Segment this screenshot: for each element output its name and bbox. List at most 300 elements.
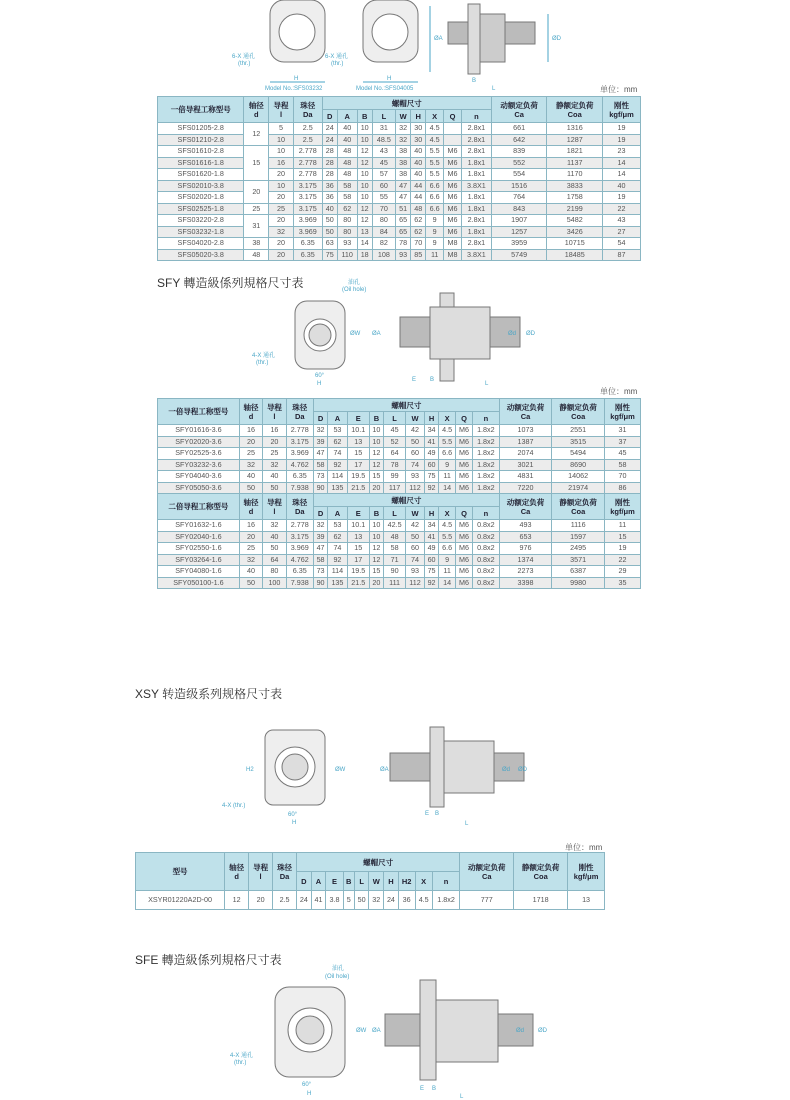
value-cell: 6.35 — [286, 566, 313, 578]
model-cell: SFY04040-3.6 — [158, 471, 240, 483]
value-cell: 84 — [372, 226, 395, 238]
coa-header — [552, 494, 605, 520]
value-cell: 0.8x2 — [472, 543, 499, 555]
value-cell: 6.6 — [426, 192, 444, 204]
value-cell: 5.5 — [426, 169, 444, 181]
value-cell: 8690 — [552, 459, 605, 471]
sfy-drawing — [252, 275, 540, 387]
value-cell: 10 — [357, 180, 372, 192]
dim-w: ØW — [356, 1028, 367, 1034]
value-cell: 20 — [369, 577, 383, 589]
value-cell: 50 — [239, 482, 262, 494]
value-cell: 22 — [604, 554, 640, 566]
value-cell: 10 — [369, 520, 383, 532]
table-row — [158, 554, 641, 566]
ca-header — [491, 97, 547, 123]
value-cell: 1.8x2 — [472, 482, 499, 494]
value-cell: 55 — [372, 192, 395, 204]
dim-header-b: B — [357, 110, 372, 123]
value-cell: 73 — [313, 471, 327, 483]
value-cell: 2199 — [547, 203, 603, 215]
model-cell: SFY02525-3.6 — [158, 448, 240, 460]
value-cell: M6 — [444, 146, 462, 158]
value-cell: 1316 — [547, 123, 603, 135]
dim-header-n: n — [472, 507, 499, 520]
value-cell: 32 — [239, 459, 262, 471]
xsy-section-title: XSY 转造级系列规格尺寸表 — [135, 687, 283, 701]
value-cell: 6.6 — [439, 543, 456, 555]
value-cell: 3.8 — [326, 891, 343, 910]
value-cell: 1.8x2 — [472, 436, 499, 448]
table-row — [158, 471, 641, 483]
value-cell: 53 — [328, 425, 347, 437]
hole-label: 4-X 通孔 — [252, 353, 276, 359]
value-cell: 1287 — [547, 134, 603, 146]
value-cell: 28 — [322, 169, 337, 181]
value-cell: 20 — [239, 436, 262, 448]
value-cell: 80 — [337, 215, 357, 227]
value-cell: 2.5 — [293, 134, 322, 146]
value-cell: 777 — [460, 891, 514, 910]
dim-h: H — [294, 76, 299, 82]
value-cell: 31 — [244, 215, 269, 238]
value-cell: 3426 — [547, 226, 603, 238]
value-cell: 41 — [311, 891, 326, 910]
value-cell: 5 — [269, 123, 294, 135]
value-cell: 20 — [269, 215, 294, 227]
model-cell: SFY02040-1.6 — [158, 531, 240, 543]
model-cell: SFS05020-3.8 — [158, 249, 244, 261]
value-cell: 80 — [372, 215, 395, 227]
value-cell: 16 — [239, 520, 262, 532]
value-cell: 60 — [406, 448, 425, 460]
value-cell: 493 — [499, 520, 552, 532]
header-label: 静额定负荷 — [559, 402, 597, 412]
header-label: 珠径 — [292, 497, 308, 507]
header-row — [158, 399, 641, 412]
value-cell: 32 — [263, 520, 286, 532]
d-header — [244, 97, 269, 123]
value-cell: 3398 — [499, 577, 552, 589]
value-cell: 3.8X1 — [461, 180, 491, 192]
value-cell: M6 — [444, 203, 462, 215]
header-unit: l — [273, 506, 276, 516]
dim-a: ØA — [372, 1028, 381, 1034]
value-cell: 15 — [369, 566, 383, 578]
model-header: 一倍导程工称型号 — [158, 399, 240, 425]
da-header — [286, 399, 313, 425]
header-unit: Coa — [567, 109, 582, 119]
value-cell: 48.5 — [372, 134, 395, 146]
stiff-header — [568, 853, 605, 891]
value-cell: M6 — [444, 157, 462, 169]
dim-header-d: D — [313, 412, 327, 425]
value-cell: 32 — [313, 520, 327, 532]
model-cell: SFY01632-1.6 — [158, 520, 240, 532]
value-cell: 44 — [411, 192, 426, 204]
value-cell: 50 — [322, 226, 337, 238]
value-cell: 3.969 — [293, 226, 322, 238]
value-cell: 82 — [372, 238, 395, 250]
dim-d: ØD — [552, 36, 561, 42]
value-cell: 12 — [357, 215, 372, 227]
value-cell: 16 — [263, 425, 286, 437]
sfe-section-title: SFE 轉造級係列規格尺寸表 — [135, 953, 282, 967]
model-cell: SFY01616-3.6 — [158, 425, 240, 437]
header-label: 静额定负荷 — [521, 862, 560, 872]
value-cell: 976 — [499, 543, 552, 555]
header-unit: Ca — [520, 506, 531, 516]
value-cell: 58 — [604, 459, 640, 471]
l-header — [263, 494, 286, 520]
value-cell: 50 — [406, 531, 425, 543]
value-cell: 1.8x2 — [472, 459, 499, 471]
value-cell: 15 — [347, 543, 369, 555]
header-unit: Da — [294, 506, 305, 516]
value-cell: 36 — [322, 192, 337, 204]
value-cell: 11 — [439, 471, 456, 483]
value-cell: 48 — [337, 157, 357, 169]
table-row — [158, 436, 641, 448]
value-cell: 24 — [297, 891, 312, 910]
value-cell: M6 — [456, 531, 473, 543]
value-cell: 20 — [249, 891, 273, 910]
value-cell: 2.8x1 — [461, 123, 491, 135]
value-cell: 10.1 — [347, 425, 369, 437]
value-cell: 74 — [328, 448, 347, 460]
header-unit: d — [254, 109, 259, 119]
value-cell: 40 — [239, 471, 262, 483]
model-cell: SFS03232-1.8 — [158, 226, 244, 238]
value-cell: 554 — [491, 169, 547, 181]
value-cell: 2.778 — [293, 146, 322, 158]
value-cell: 21974 — [552, 482, 605, 494]
table-row — [158, 543, 641, 555]
header-unit: Coa — [571, 411, 586, 421]
value-cell: 62 — [328, 436, 347, 448]
value-cell: 50 — [406, 436, 425, 448]
value-cell: 1.8x2 — [472, 448, 499, 460]
value-cell: 32 — [396, 134, 411, 146]
value-cell: 53 — [328, 520, 347, 532]
value-cell: 50 — [322, 215, 337, 227]
coa-header — [514, 853, 568, 891]
value-cell: 58 — [313, 554, 327, 566]
value-cell: 9 — [426, 238, 444, 250]
model-header: 一倍导程工称型号 — [158, 97, 244, 123]
value-cell: 40 — [337, 134, 357, 146]
value-cell: M8 — [444, 238, 462, 250]
dim-d: ØD — [526, 331, 535, 337]
unit-label: 单位：mm — [565, 843, 603, 852]
dim-e: E — [420, 1086, 425, 1092]
dim-header-h: H — [384, 872, 399, 891]
header-unit: kgf/μm — [609, 109, 634, 119]
value-cell: 1116 — [552, 520, 605, 532]
header-label: 动额定负荷 — [506, 497, 545, 507]
value-cell: 60 — [372, 180, 395, 192]
header-unit: Da — [302, 109, 313, 119]
value-cell: 92 — [328, 459, 347, 471]
header-unit: l — [279, 109, 283, 119]
header-label: 导程 — [273, 100, 289, 110]
value-cell: 37 — [604, 436, 640, 448]
value-cell: 49 — [424, 543, 438, 555]
value-cell: 4.762 — [286, 459, 313, 471]
value-cell: 43 — [603, 215, 641, 227]
value-cell: 48 — [337, 169, 357, 181]
value-cell: 85 — [411, 249, 426, 261]
value-cell: 39 — [313, 436, 327, 448]
value-cell: 4.762 — [286, 554, 313, 566]
value-cell: M6 — [456, 543, 473, 555]
value-cell: 32 — [396, 123, 411, 135]
header-label: 导程 — [253, 862, 269, 872]
model-cell: SFY03264-1.6 — [158, 554, 240, 566]
value-cell: 1758 — [547, 192, 603, 204]
value-cell: 34 — [424, 520, 438, 532]
table-row — [158, 192, 641, 204]
value-cell: 3.175 — [293, 192, 322, 204]
dim-header-x: X — [439, 412, 456, 425]
dim-header-l: L — [354, 872, 369, 891]
value-cell: 4.5 — [439, 425, 456, 437]
value-cell: 50 — [263, 482, 286, 494]
value-cell: 49 — [424, 448, 438, 460]
value-cell: 51 — [396, 203, 411, 215]
xsy-spec-table — [135, 852, 605, 910]
value-cell: 65 — [396, 226, 411, 238]
value-cell: 2.8x1 — [461, 215, 491, 227]
value-cell: 2.5 — [273, 891, 297, 910]
model-header: 二倍导程工称型号 — [158, 494, 240, 520]
value-cell: 2.778 — [286, 425, 313, 437]
dim-h: H — [292, 820, 297, 826]
value-cell: 38 — [244, 238, 269, 250]
value-cell: 2.5 — [293, 123, 322, 135]
value-cell: 0.8x2 — [472, 566, 499, 578]
value-cell: 28 — [322, 146, 337, 158]
value-cell: M6 — [444, 169, 462, 181]
header-label: 刚性 — [614, 402, 630, 412]
value-cell: 41 — [424, 531, 438, 543]
value-cell: 90 — [384, 566, 406, 578]
value-cell: 3833 — [547, 180, 603, 192]
value-cell: 57 — [372, 169, 395, 181]
model-header: 型号 — [136, 853, 225, 891]
dim-header-h: H — [411, 110, 426, 123]
value-cell: 87 — [603, 249, 641, 261]
value-cell: 5494 — [552, 448, 605, 460]
value-cell: 18 — [357, 249, 372, 261]
value-cell: 50 — [354, 891, 369, 910]
value-cell: 17 — [347, 459, 369, 471]
value-cell: 15 — [244, 146, 269, 181]
value-cell: 14 — [357, 238, 372, 250]
l-header — [269, 97, 294, 123]
dim-d2: Ød — [502, 767, 511, 773]
value-cell: 16 — [239, 425, 262, 437]
value-cell: 1257 — [491, 226, 547, 238]
header-unit: Coa — [533, 871, 548, 881]
value-cell: 20 — [239, 531, 262, 543]
value-cell: 10 — [269, 134, 294, 146]
value-cell: 93 — [406, 471, 425, 483]
header-label: 动额定负荷 — [500, 100, 538, 110]
table-row — [158, 180, 641, 192]
value-cell: 642 — [491, 134, 547, 146]
header-row — [158, 494, 641, 507]
value-cell: 42.5 — [384, 520, 406, 532]
value-cell: 40 — [411, 146, 426, 158]
table-row — [158, 146, 641, 158]
value-cell: 48 — [244, 249, 269, 261]
value-cell: 20 — [269, 192, 294, 204]
value-cell: 64 — [384, 448, 406, 460]
value-cell: 1.8x1 — [461, 226, 491, 238]
value-cell: 62 — [337, 203, 357, 215]
dim-header-h: H — [424, 412, 438, 425]
value-cell: 54 — [603, 238, 641, 250]
value-cell: 135 — [328, 577, 347, 589]
dim-b: B — [472, 78, 477, 84]
model-cell: SFS01610-2.8 — [158, 146, 244, 158]
dim-header-a: A — [328, 412, 347, 425]
value-cell: 10 — [369, 436, 383, 448]
value-cell: 19 — [604, 543, 640, 555]
model-cell: SFS02010-3.8 — [158, 180, 244, 192]
value-cell: 80 — [337, 226, 357, 238]
dim-header-x: X — [439, 507, 456, 520]
value-cell — [444, 123, 462, 135]
value-cell: M6 — [444, 180, 462, 192]
value-cell: 15 — [347, 448, 369, 460]
value-cell: 58 — [337, 192, 357, 204]
value-cell: 6.6 — [426, 180, 444, 192]
table-row — [158, 226, 641, 238]
value-cell: 1374 — [499, 554, 552, 566]
value-cell: 764 — [491, 192, 547, 204]
value-cell: 12 — [369, 448, 383, 460]
value-cell: M6 — [456, 448, 473, 460]
value-cell: 3.175 — [286, 531, 313, 543]
value-cell: 14 — [603, 169, 641, 181]
value-cell: M6 — [444, 192, 462, 204]
value-cell: 80 — [263, 566, 286, 578]
dim-header-b: B — [343, 872, 354, 891]
value-cell: 32 — [369, 891, 384, 910]
table-row — [158, 577, 641, 589]
value-cell: 31 — [604, 425, 640, 437]
value-cell: 47 — [313, 543, 327, 555]
value-cell: 5482 — [547, 215, 603, 227]
value-cell: 6387 — [552, 566, 605, 578]
value-cell: 62 — [411, 215, 426, 227]
value-cell: 11 — [604, 520, 640, 532]
model-cell: SFS02020-1.8 — [158, 192, 244, 204]
value-cell: 1907 — [491, 215, 547, 227]
value-cell: 14 — [603, 157, 641, 169]
dim-w: ØW — [350, 331, 361, 337]
value-cell: 60 — [406, 543, 425, 555]
value-cell: 75 — [322, 249, 337, 261]
value-cell: 30 — [411, 123, 426, 135]
value-cell: 40 — [263, 531, 286, 543]
value-cell: 10 — [357, 169, 372, 181]
value-cell: M8 — [444, 249, 462, 261]
table-row — [158, 134, 641, 146]
value-cell: 20 — [269, 238, 294, 250]
value-cell: 11 — [426, 249, 444, 261]
ca-header — [460, 853, 514, 891]
value-cell: 2.8x1 — [461, 146, 491, 158]
value-cell: 15 — [369, 471, 383, 483]
dim-header-b: B — [369, 507, 383, 520]
header-unit: kgf/μm — [573, 871, 599, 881]
model-cell: SFY04080-1.6 — [158, 566, 240, 578]
value-cell: 12 — [357, 146, 372, 158]
value-cell: 52 — [384, 436, 406, 448]
dim-header-d: D — [313, 507, 327, 520]
value-cell: 14 — [439, 577, 456, 589]
value-cell: 35 — [604, 577, 640, 589]
header-label: 刚性 — [578, 862, 594, 872]
dim-header-n: n — [472, 412, 499, 425]
nut-dimensions-header: 螺帽尺寸 — [322, 97, 491, 110]
value-cell: 34 — [424, 425, 438, 437]
stiff-header — [603, 97, 641, 123]
value-cell: 13 — [568, 891, 605, 910]
value-cell: 90 — [313, 577, 327, 589]
value-cell: 60 — [424, 459, 438, 471]
dim-header-w: W — [406, 412, 425, 425]
value-cell: 70 — [411, 238, 426, 250]
value-cell: 25 — [239, 543, 262, 555]
header-unit: l — [273, 411, 276, 421]
value-cell: 45 — [372, 157, 395, 169]
value-cell: 58 — [337, 180, 357, 192]
value-cell: 7.938 — [286, 482, 313, 494]
value-cell: 40 — [411, 169, 426, 181]
value-cell: M6 — [444, 215, 462, 227]
value-cell: 32 — [313, 425, 327, 437]
model-cell: SFY050100-1.6 — [158, 577, 240, 589]
value-cell: 18485 — [547, 249, 603, 261]
value-cell: 71 — [384, 554, 406, 566]
value-cell: 50 — [263, 543, 286, 555]
value-cell: 0.8x2 — [472, 531, 499, 543]
value-cell: 38 — [396, 146, 411, 158]
value-cell: 5749 — [491, 249, 547, 261]
value-cell: 12 — [369, 543, 383, 555]
value-cell: 3.969 — [293, 215, 322, 227]
value-cell: 58 — [313, 459, 327, 471]
value-cell: 45 — [604, 448, 640, 460]
dim-b: B — [430, 377, 435, 383]
value-cell: 19.5 — [347, 471, 369, 483]
value-cell: 40 — [603, 180, 641, 192]
dim-l: L — [460, 1094, 464, 1100]
header-unit: d — [248, 411, 254, 421]
value-cell: 16 — [269, 157, 294, 169]
value-cell: M6 — [456, 482, 473, 494]
value-cell: 1821 — [547, 146, 603, 158]
value-cell: 75 — [424, 566, 438, 578]
value-cell: 12 — [225, 891, 249, 910]
value-cell: 92 — [424, 577, 438, 589]
value-cell: 13 — [347, 436, 369, 448]
value-cell: 74 — [328, 543, 347, 555]
